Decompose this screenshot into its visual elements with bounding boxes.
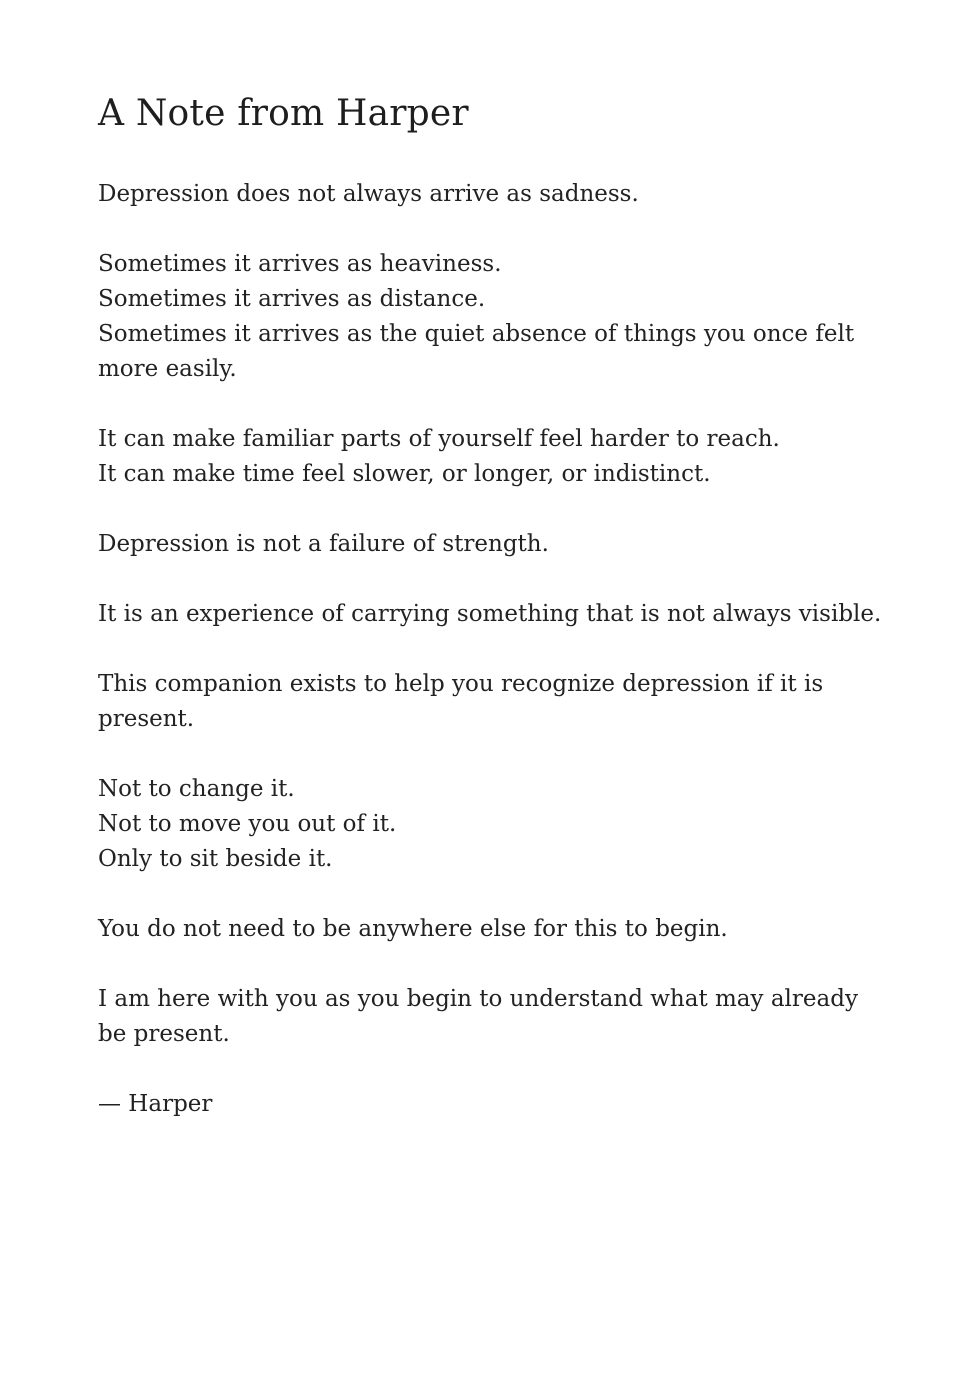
text-line: This companion exists to help you recognize depression if it is present. (98, 671, 824, 732)
note-page (98, 88, 888, 1157)
note-title: A Note from Harper (98, 93, 469, 134)
paragraph (98, 912, 888, 947)
paragraph (98, 982, 888, 1052)
note-body (98, 177, 888, 1122)
text-line: Depression is not a failure of strength. (98, 531, 549, 557)
text-line: I am here with you as you begin to understand what may already be present. (98, 986, 858, 1047)
text-line: It can make familiar parts of yourself feel harder to reach. (98, 426, 780, 452)
text-line: Sometimes it arrives as heaviness. (98, 251, 502, 277)
text-line: Sometimes it arrives as the quiet absence of things you once felt more easily. (98, 321, 855, 382)
paragraph (98, 527, 888, 562)
text-line: Only to sit beside it. (98, 846, 333, 872)
paragraph (98, 597, 888, 632)
text-line: Not to change it. (98, 776, 295, 802)
paragraph (98, 772, 888, 877)
text-line: Sometimes it arrives as distance. (98, 286, 486, 312)
paragraph (98, 177, 888, 212)
signature-line: — Harper (98, 1091, 213, 1117)
paragraph (98, 247, 888, 387)
paragraph (98, 422, 888, 492)
text-line: You do not need to be anywhere else for this to begin. (98, 916, 728, 942)
paragraph (98, 667, 888, 737)
text-line: Depression does not always arrive as sadness. (98, 181, 639, 207)
text-line: It is an experience of carrying something that is not always visible. (98, 601, 882, 627)
signature (98, 1087, 888, 1122)
text-line: It can make time feel slower, or longer, or indistinct. (98, 461, 711, 487)
text-line: Not to move you out of it. (98, 811, 397, 837)
